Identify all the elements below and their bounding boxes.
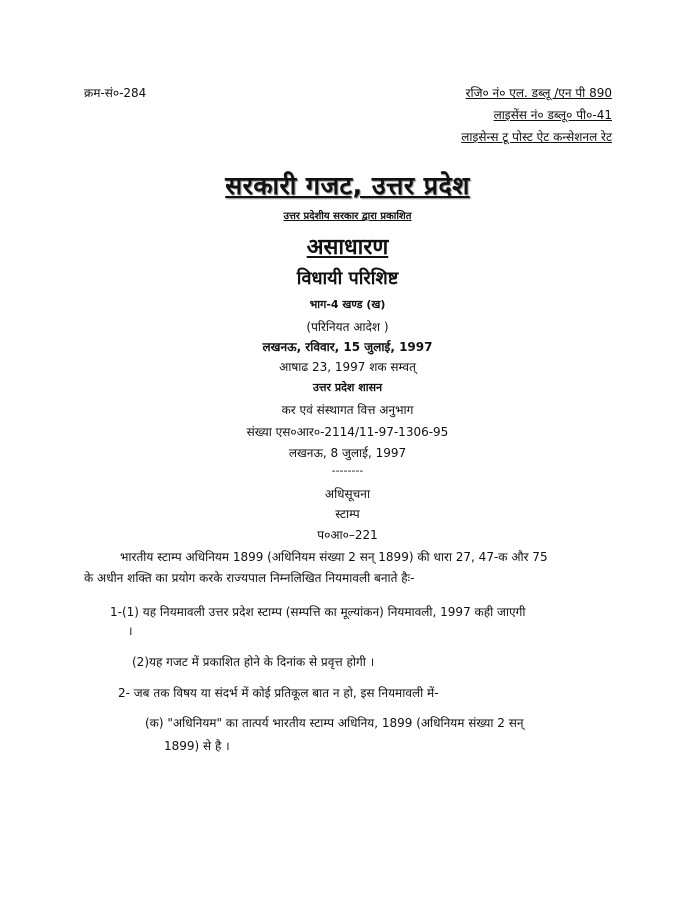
license-number: लाइसेंस नं० डब्लू० पी०-41	[493, 108, 612, 122]
rule-2a-line-2: 1899) से है ।	[164, 739, 230, 753]
notification-date: लखनऊ, 8 जुलाई, 1997	[288, 446, 407, 460]
rule-2a-line-1: (क) "अधिनियम" का तात्पर्य भारतीय स्टाम्प अधिनिय, 1899 (अधिनियम संख्या 2 सन्	[145, 716, 524, 730]
intro-line-1: भारतीय स्टाम्प अधिनियम 1899 (अधिनियम संख्या 2 सन् 1899) की धारा 27, 47-क और 75	[120, 550, 548, 564]
issuing-department: कर एवं संस्थागत वित्त अनुभाग	[281, 403, 414, 417]
gazette-subtitle: उत्तर प्रदेशीय सरकार द्वारा प्रकाशित	[283, 211, 412, 222]
subject-heading: स्टाम्प	[335, 507, 360, 521]
order-type: (परिनियत आदेश )	[306, 320, 389, 334]
rule-2-intro: 2- जब तक विषय या संदर्भ में कोई प्रतिकूल बात न हो, इस नियमावली में-	[118, 686, 439, 700]
notification-heading: अधिसूचना	[324, 487, 371, 501]
supplement-heading: विधायी परिशिष्ट	[296, 268, 399, 289]
reference-number: प०आ०–221	[317, 528, 378, 542]
publication-date: लखनऊ, रविवार, 15 जुलाई, 1997	[262, 340, 433, 354]
rule-1-line-2: ।	[128, 624, 133, 638]
serial-number: क्रम-सं०-284	[84, 86, 147, 100]
part-section: भाग-4 खण्ड (ख)	[309, 298, 386, 311]
separator: --------	[331, 464, 364, 477]
issuing-government: उत्तर प्रदेश शासन	[312, 381, 383, 394]
registration-number: रजि० नं० एल. डब्लू /एन पी 890	[465, 86, 612, 100]
extraordinary-heading: असाधारण	[306, 235, 389, 260]
gazette-title: सरकारी गजट, उत्तर प्रदेश	[225, 171, 470, 200]
intro-line-2: के अधीन शक्ति का प्रयोग करके राज्यपाल निम्नलिखित नियमावली बनाते हैः-	[84, 571, 415, 585]
rule-1-line-1: 1-(1) यह नियमावली उत्तर प्रदेश स्टाम्प (सम्पत्ति का मूल्यांकन) नियमावली, 1997 कही जाएगी	[110, 605, 526, 619]
notification-number: संख्या एस०आर०-2114/11-97-1306-95	[246, 425, 449, 439]
rule-1-subrule-2: (2)यह गजट में प्रकाशित होने के दिनांक से प्रवृत्त होगी ।	[132, 655, 375, 669]
saka-date: आषाढ 23, 1997 शक सम्वत्	[279, 360, 416, 374]
license-to-post: लाइसेन्स टू पोस्ट ऐट कन्सेशनल रेट	[461, 130, 612, 144]
